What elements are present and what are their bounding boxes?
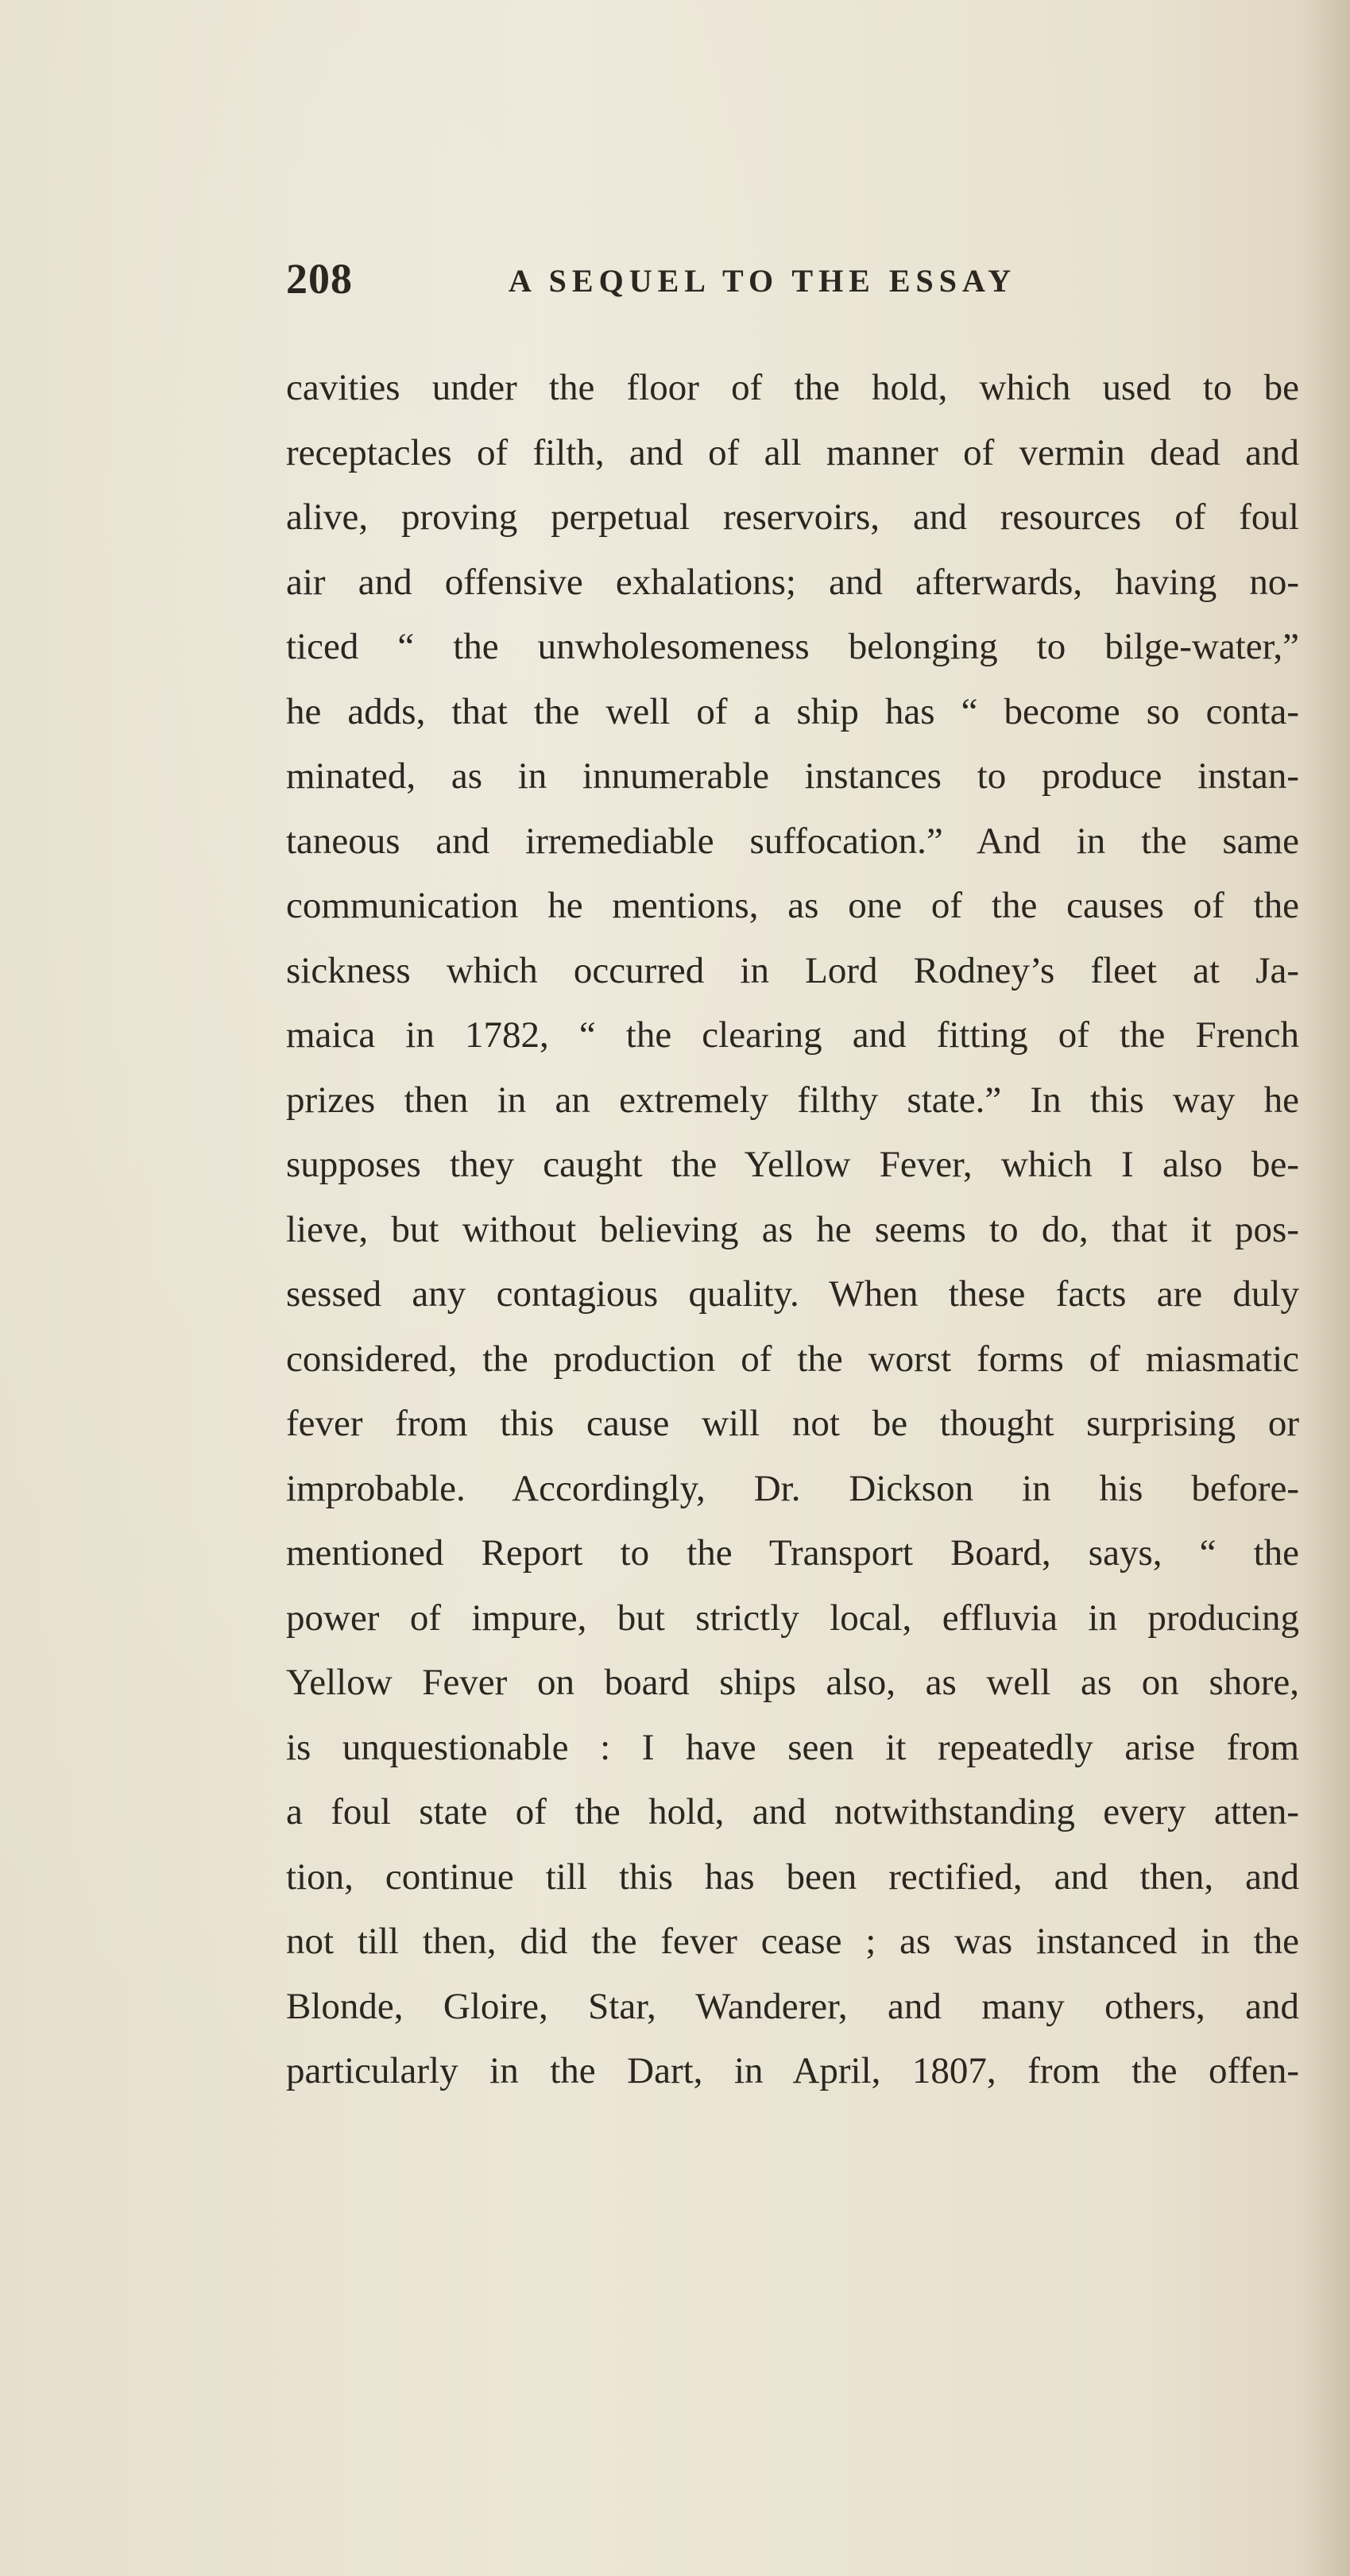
text-line: improbable. Accordingly, Dr. Dickson in his before- — [286, 1467, 1299, 1509]
text-line: not till then, did the fever cease ; as was instanced in the — [286, 1921, 1299, 1962]
text-line: sessed any contagious quality. When these facts are duly — [286, 1273, 1299, 1315]
page-number: 208 — [286, 255, 353, 303]
text-line: particularly in the Dart, in April, 1807, from the offen- — [286, 2050, 1299, 2091]
text-line: supposes they caught the Yellow Fever, which I also be- — [286, 1144, 1299, 1185]
text-line: power of impure, but strictly local, effluvia in producing — [286, 1597, 1299, 1639]
body-text — [286, 356, 1299, 2104]
text-line: communication he mentions, as one of the causes of the — [286, 885, 1299, 926]
text-line: air and offensive exhalations; and afterwards, having no- — [286, 561, 1299, 603]
running-head: A SEQUEL TO THE ESSAY — [509, 263, 1017, 299]
text-line: fever from this cause will not be thought surprising or — [286, 1403, 1299, 1444]
text-line: is unquestionable : I have seen it repeatedly arise from — [286, 1726, 1299, 1768]
text-line: Yellow Fever on board ships also, as well as on shore, — [286, 1662, 1299, 1703]
text-line: minated, as in innumerable instances to produce instan- — [286, 755, 1299, 797]
text-line: maica in 1782, “ the clearing and fitting of the French — [286, 1014, 1299, 1056]
text-line: tion, continue till this has been rectified, and then, and — [286, 1856, 1299, 1898]
text-line: Blonde, Gloire, Star, Wanderer, and many others, and — [286, 1985, 1299, 2027]
text-line: receptacles of filth, and of all manner of vermin dead and — [286, 431, 1299, 473]
text-line: taneous and irremediable suffocation.” And in the same — [286, 820, 1299, 862]
text-line: sickness which occurred in Lord Rodney’s fleet at Ja- — [286, 949, 1299, 991]
text-line: prizes then in an extremely filthy state.” In this way he — [286, 1079, 1299, 1121]
text-line: ticed “ the unwholesomeness belonging to bilge-water,” — [286, 626, 1299, 667]
text-line: alive, proving perpetual reservoirs, and resources of foul — [286, 496, 1299, 538]
page-header — [286, 254, 1287, 318]
text-line: lieve, but without believing as he seems to do, that it pos- — [286, 1208, 1299, 1250]
text-line: a foul state of the hold, and notwithstanding every atten- — [286, 1791, 1299, 1833]
text-line: cavities under the floor of the hold, which used to be — [286, 367, 1299, 408]
page-edge-shadow — [1302, 0, 1350, 2576]
text-line: he adds, that the well of a ship has “ become so conta- — [286, 690, 1299, 732]
text-line: mentioned Report to the Transport Board, says, “ the — [286, 1532, 1299, 1574]
text-line: considered, the production of the worst forms of miasmatic — [286, 1338, 1299, 1380]
